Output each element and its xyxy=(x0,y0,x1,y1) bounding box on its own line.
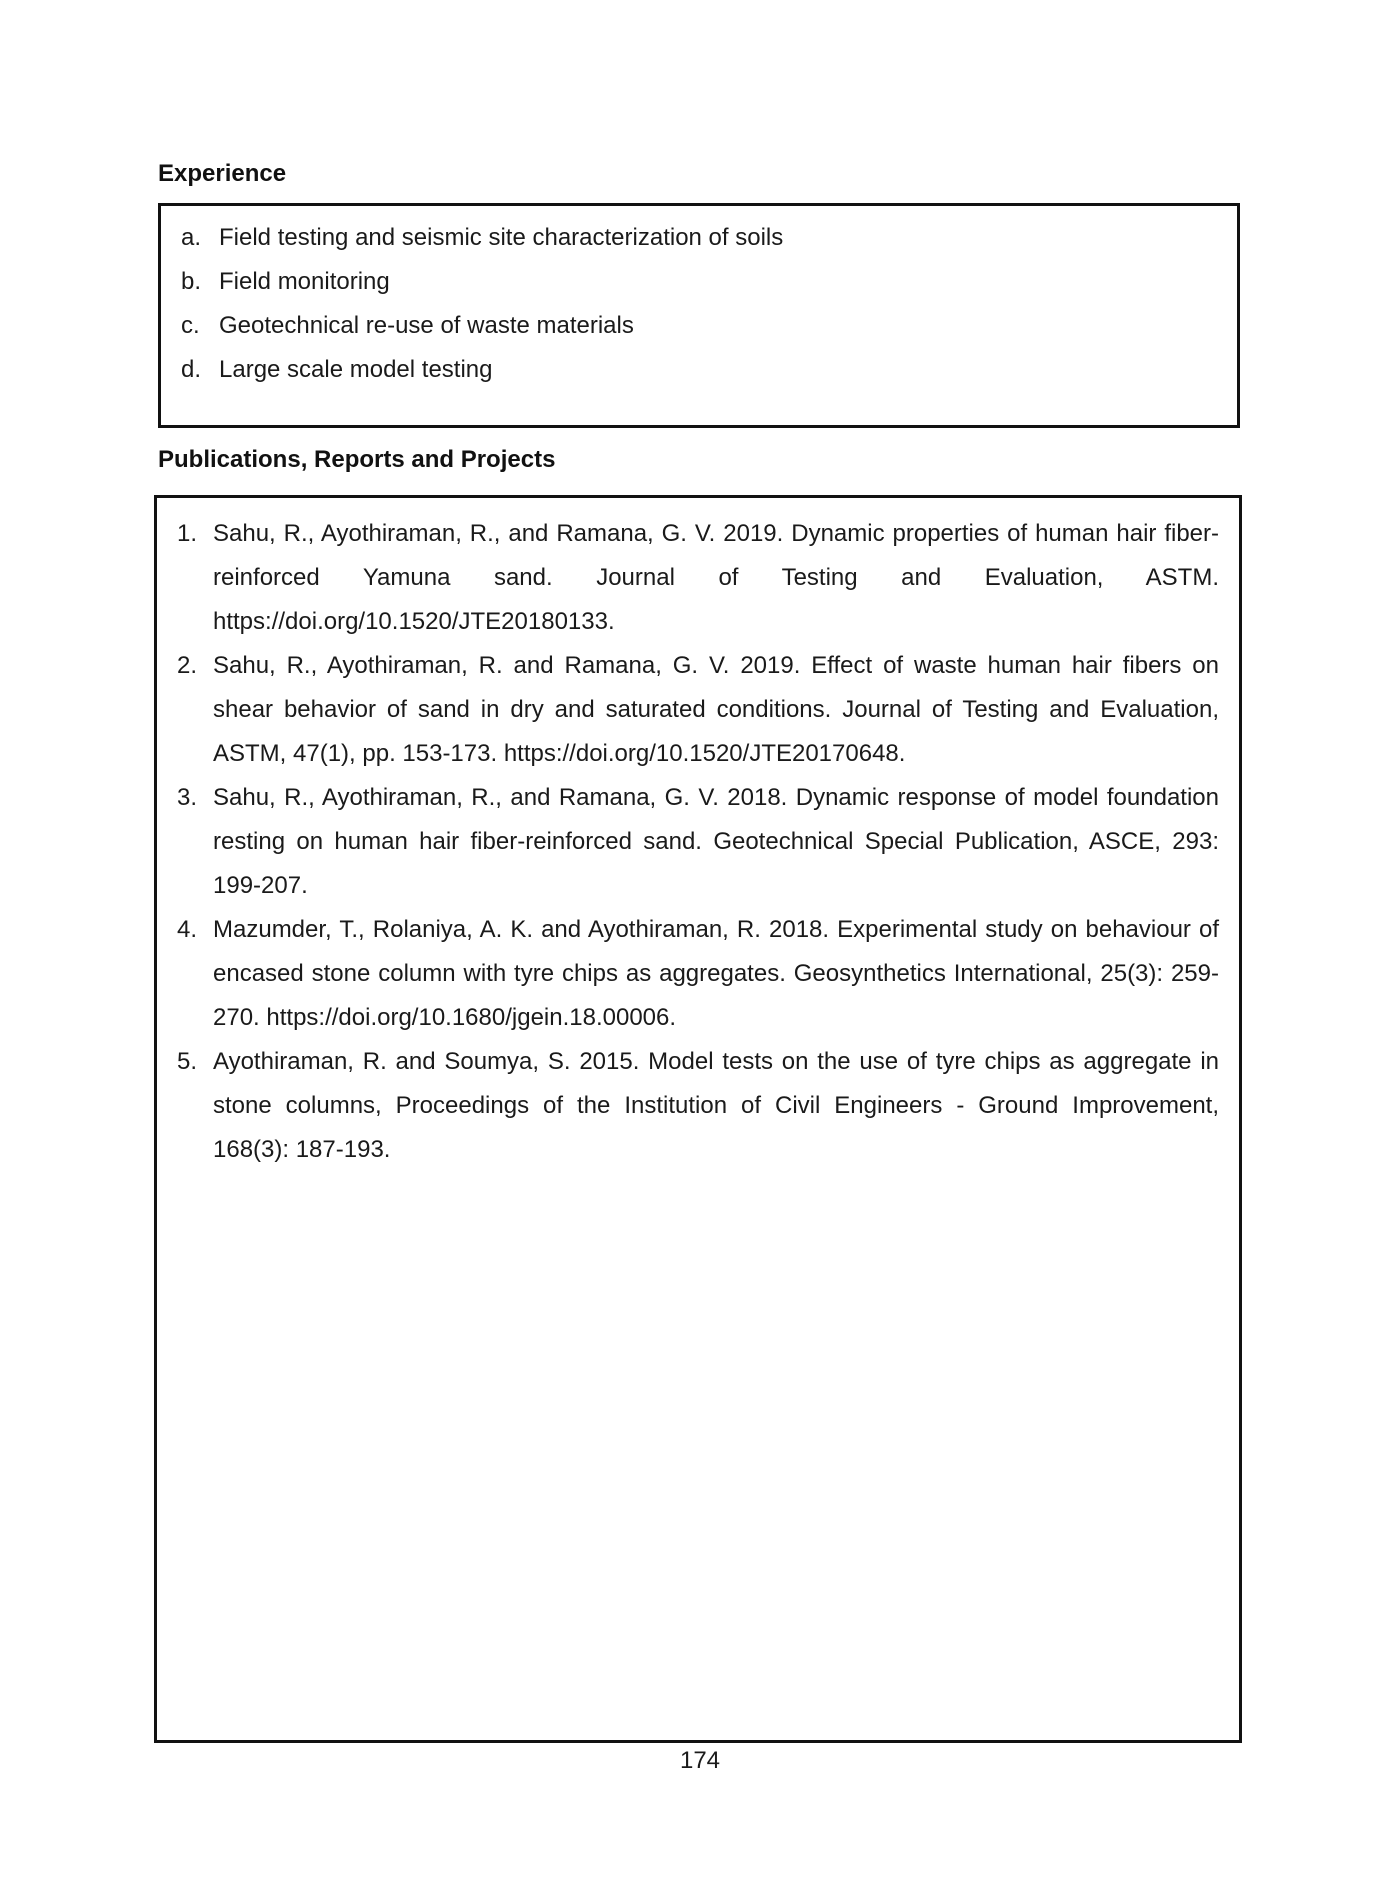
experience-list xyxy=(161,206,1237,392)
publications-heading: Publications, Reports and Projects xyxy=(158,446,556,473)
list-marker: c. xyxy=(181,312,200,339)
list-marker: 3. xyxy=(177,784,198,811)
list-item xyxy=(177,512,1219,644)
list-item xyxy=(177,776,1219,908)
list-item-text: Field testing and seismic site characterization of soils xyxy=(219,224,784,251)
page-number: 174 xyxy=(679,1747,721,1774)
experience-box xyxy=(158,203,1240,428)
list-marker: b. xyxy=(181,268,202,295)
publication-text: Sahu, R., Ayothiraman, R. and Ramana, G. V. 2019. Effect of waste human hair fibers on shear behavior of sand in dry and saturated conditions. Journal of Testing and Evaluation, ASTM, 47(1), pp. 153-173. https://doi.org/10.1520/JTE20170648. xyxy=(213,652,1219,767)
list-item xyxy=(181,304,1237,348)
list-item xyxy=(181,260,1237,304)
list-item-text: Large scale model testing xyxy=(219,356,493,383)
publication-text: Ayothiraman, R. and Soumya, S. 2015. Model tests on the use of tyre chips as aggregate in stone columns, Proceedings of the Institution of Civil Engineers - Ground Improvement, 168(3): 187-193. xyxy=(213,1048,1219,1163)
publications-list xyxy=(157,498,1239,1172)
list-item xyxy=(177,908,1219,1040)
list-marker: 5. xyxy=(177,1048,198,1075)
publication-text: Sahu, R., Ayothiraman, R., and Ramana, G. V. 2018. Dynamic response of model foundation resting on human hair fiber-reinforced sand. Geotechnical Special Publication, ASCE, 293: 199-207. xyxy=(213,784,1219,899)
list-item xyxy=(181,348,1237,392)
publication-text: Mazumder, T., Rolaniya, A. K. and Ayothiraman, R. 2018. Experimental study on behaviour of encased stone column with tyre chips as aggregates. Geosynthetics International, 25(3): 259-270. https://doi.org/10.1680/jgein.18.00006. xyxy=(213,916,1219,1031)
list-item xyxy=(181,216,1237,260)
publication-text: Sahu, R., Ayothiraman, R., and Ramana, G. V. 2019. Dynamic properties of human hair fiber-reinforced Yamuna sand. Journal of Testing and Evaluation, ASTM. https://doi.org/10.1520/JTE20180133. xyxy=(213,520,1219,635)
list-marker: a. xyxy=(181,224,202,251)
list-marker: 4. xyxy=(177,916,198,943)
experience-heading: Experience xyxy=(158,160,287,187)
publications-box xyxy=(154,495,1242,1743)
list-marker: d. xyxy=(181,356,202,383)
list-marker: 2. xyxy=(177,652,198,679)
list-marker: 1. xyxy=(177,520,198,547)
list-item-text: Geotechnical re-use of waste materials xyxy=(219,312,634,339)
list-item xyxy=(177,1040,1219,1172)
list-item-text: Field monitoring xyxy=(219,268,390,295)
list-item xyxy=(177,644,1219,776)
